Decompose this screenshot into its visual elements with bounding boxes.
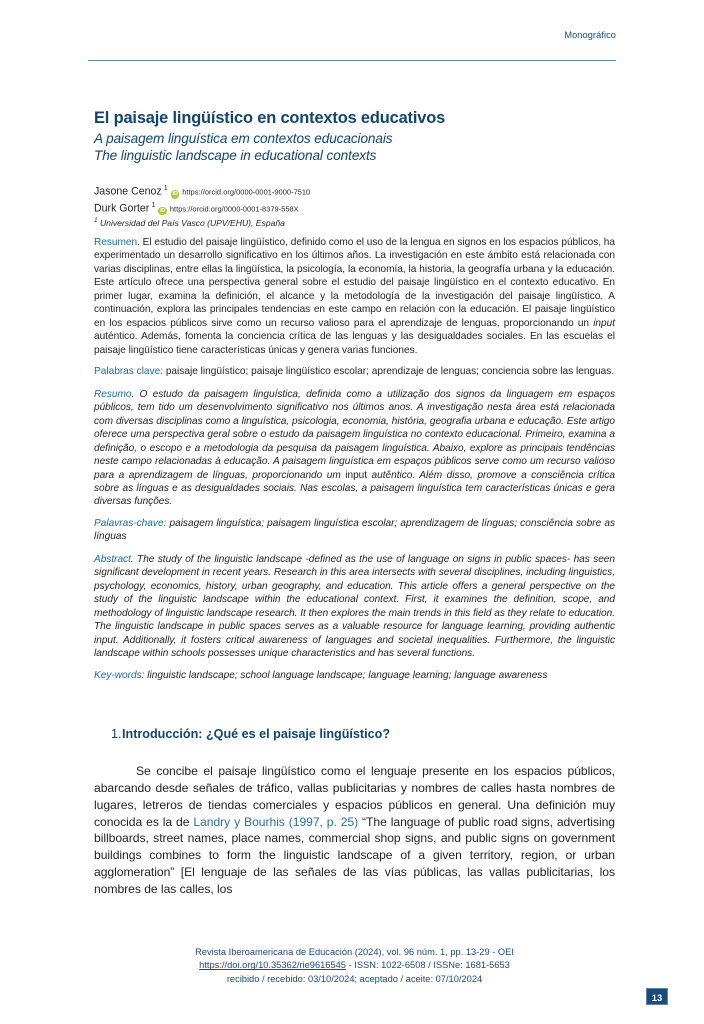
- body-paragraph: [94, 763, 615, 898]
- orcid-id-icon: iD: [172, 191, 178, 198]
- running-head: Monográfico: [564, 30, 616, 40]
- body-paragraph-start: Se concibe el paisaje lingüístico como el lenguaje presente en los espacios públicos, abarcando desde señales de tráfico, vallas publicitarias y nombres de calles hasta nombres de lugares, letreros de tiendas comerciales y espacios públicos en general. Una definición muy conocida es la de: [94, 764, 615, 829]
- keywords-spanish: [94, 365, 615, 378]
- title-english: The linguistic landscape in educational contexts: [94, 148, 377, 164]
- keywords-english-label: Key-words:: [94, 669, 145, 681]
- abstract-spanish-body-tail: auténtico. Además, fomenta la conciencia crítica de las lenguas y las desigualdades sociales. En las escuelas el paisaje lingüístico tiene características únicas y genera varias funciones.: [94, 331, 615, 356]
- abstract-spanish-italic-word: input: [593, 317, 615, 329]
- header-rule: [88, 60, 616, 61]
- abstract-english: [94, 553, 615, 661]
- author-affiliation-marker: 1: [163, 183, 168, 192]
- abstract-portuguese-body-tail: autêntico. Além disso, promove a consciência crítica sobre as línguas e as desigualdades sociais. Nas escolas, a paisagem linguística tem características únicas e gera diversas funções.: [94, 469, 615, 508]
- footer-issn: - ISSN: 1022-6508 / ISSNe: 1681-5653: [345, 960, 510, 971]
- author-name: Jasone Cenoz: [94, 185, 162, 198]
- footer-dates-line: recibido / recebido: 03/10/2024; aceptado / aceite: 07/10/2024: [226, 973, 483, 984]
- orcid-id-icon: iD: [160, 207, 166, 214]
- abstract-spanish-body: . El estudio del paisaje lingüístico, definido como el uso de la lengua en signos en los espacios públicos, ha experimentado un desarrollo significativo en los últimos años. La investigación en este ámbito está relacionada con varias disciplinas, entre ellas la lingüística, la psicología, la economía, la historia, la geografía urbana y la educación. Este artículo ofrece una perspectiva general sobre el estudio del paisaje lingüístico en el contexto educativo. En primer lugar, examina la definición, el alcance y la metodología de la investigación del paisaje lingüístico. A continuación, explora las principales tendencias en este campo en relación con la educación. El paisaje lingüístico en los espacios públicos sirve como un recurso valioso para el aprendizaje de lenguas, proporcionando un: [94, 237, 615, 329]
- orcid-link[interactable]: https://orcid.org/0000-0001-9000-7510: [182, 187, 311, 197]
- title-block: [94, 108, 614, 165]
- abstract-english-body: . The study of the linguistic landscape -defined as the use of language on signs in public spaces- has seen significant development in recent years. Research in this area intersects with several disciplines, including linguistics, psychology, economics, history, urban geography, and education. This article offers a general perspective on the study of the linguistic landscape within the educational context. First, it examines the definition, scope, and methodology of linguistic landscape research. It then explores the main trends in this field as they relate to education. The linguistic landscape in public spaces serves as a valuable resource for language learning, providing authentic input. Additionally, it fosters critical awareness of languages and societal inequalities. Furthermore, the linguistic landscape within schools possesses unique characteristics and has several functions.: [94, 553, 615, 660]
- abstract-portuguese-label: Resumo: [94, 388, 132, 400]
- keywords-portuguese-list: paisagem linguística; paisagem linguística escolar; aprendizagem de línguas; consciência sobre as línguas: [94, 517, 615, 543]
- citation-link[interactable]: Landry y Bourhis (1997, p. 25): [193, 814, 359, 829]
- section-title: Introducción: ¿Qué es el paisaje lingüístico?: [122, 727, 391, 741]
- section-number: 1.: [111, 727, 122, 741]
- orcid-link[interactable]: https://orcid.org/0000-0001-8379-558X: [169, 204, 299, 214]
- keywords-english: [94, 669, 615, 682]
- abstract-portuguese-italic-word: input: [345, 469, 368, 481]
- keywords-portuguese-label: Palavras-chave:: [94, 517, 167, 529]
- page-number-badge: 13: [646, 988, 668, 1005]
- section-heading: [94, 727, 615, 741]
- footer-journal-line: Revista Iberoamericana de Educación (2024), vol. 96 núm. 1, pp. 13-29 - OEI: [195, 947, 514, 957]
- keywords-spanish-label: Palabras clave:: [94, 366, 164, 378]
- page-title: El paisaje lingüístico en contextos educativos: [94, 109, 446, 127]
- abstract-portuguese: [94, 388, 615, 509]
- affiliation-line: [94, 217, 614, 228]
- title-portuguese: A paisagem linguística em contextos educacionais: [94, 130, 393, 146]
- abstract-portuguese-body: . O estudo da paisagem linguística, definida como a utilização dos signos da linguagem em espaços públicos, tem tido um desenvolvimento significativo nos últimos anos. A investigação nesta área está relacionada com diversas disciplinas como a linguística, psicologia, economia, história, geografia urbana e educação. Este artigo oferece uma perspectiva geral sobre o estudo da paisagem linguística no contexto educacional. Primeiro, examina a definição, o escopo e a metodologia da pesquisa da paisagem linguística. Abaixo, explore as principais tendências neste campo relacionadas à educação. A paisagem linguística em espaços públicos serve como um recurso valioso para a aprendizagem de línguas, proporcionando um: [94, 388, 615, 481]
- abstract-english-label: Abstract: [94, 553, 131, 565]
- authors-block: [94, 183, 614, 228]
- author-affiliation-marker: 1: [151, 199, 156, 209]
- abstract-spanish-label: Resumen: [94, 237, 138, 248]
- doi-link[interactable]: https://doi.org/10.35362/rie9616545: [199, 960, 346, 971]
- abstract-spanish: [94, 236, 615, 357]
- keywords-portuguese: [94, 517, 615, 544]
- keywords-english-list: linguistic landscape; school language landscape; language learning; language awareness: [144, 669, 548, 681]
- author-name: Durk Gorter: [94, 202, 150, 215]
- footer: [94, 946, 615, 986]
- body-paragraph-end: “The language of public road signs, advertising billboards, street names, place names, commercial shop signs, and public signs on government buildings combines to form the linguistic landscape of a given territory, region, or urban agglomeration” [El lenguaje de las señales de las vías públicas, las vallas publicitarias, los nombres de las calles, los: [94, 814, 615, 896]
- author-entry: [94, 200, 614, 217]
- author-entry: [94, 183, 614, 200]
- footer-doi-line: [94, 959, 615, 972]
- affiliation-text: Universidad del País Vasco (UPV/EHU), España: [99, 217, 285, 228]
- keywords-spanish-list: paisaje lingüístico; paisaje lingüístico escolar; aprendizaje de lenguas; conciencia sobre las lenguas.: [163, 366, 615, 378]
- abstracts-block: [94, 236, 615, 691]
- affiliation-marker: 1: [94, 217, 98, 225]
